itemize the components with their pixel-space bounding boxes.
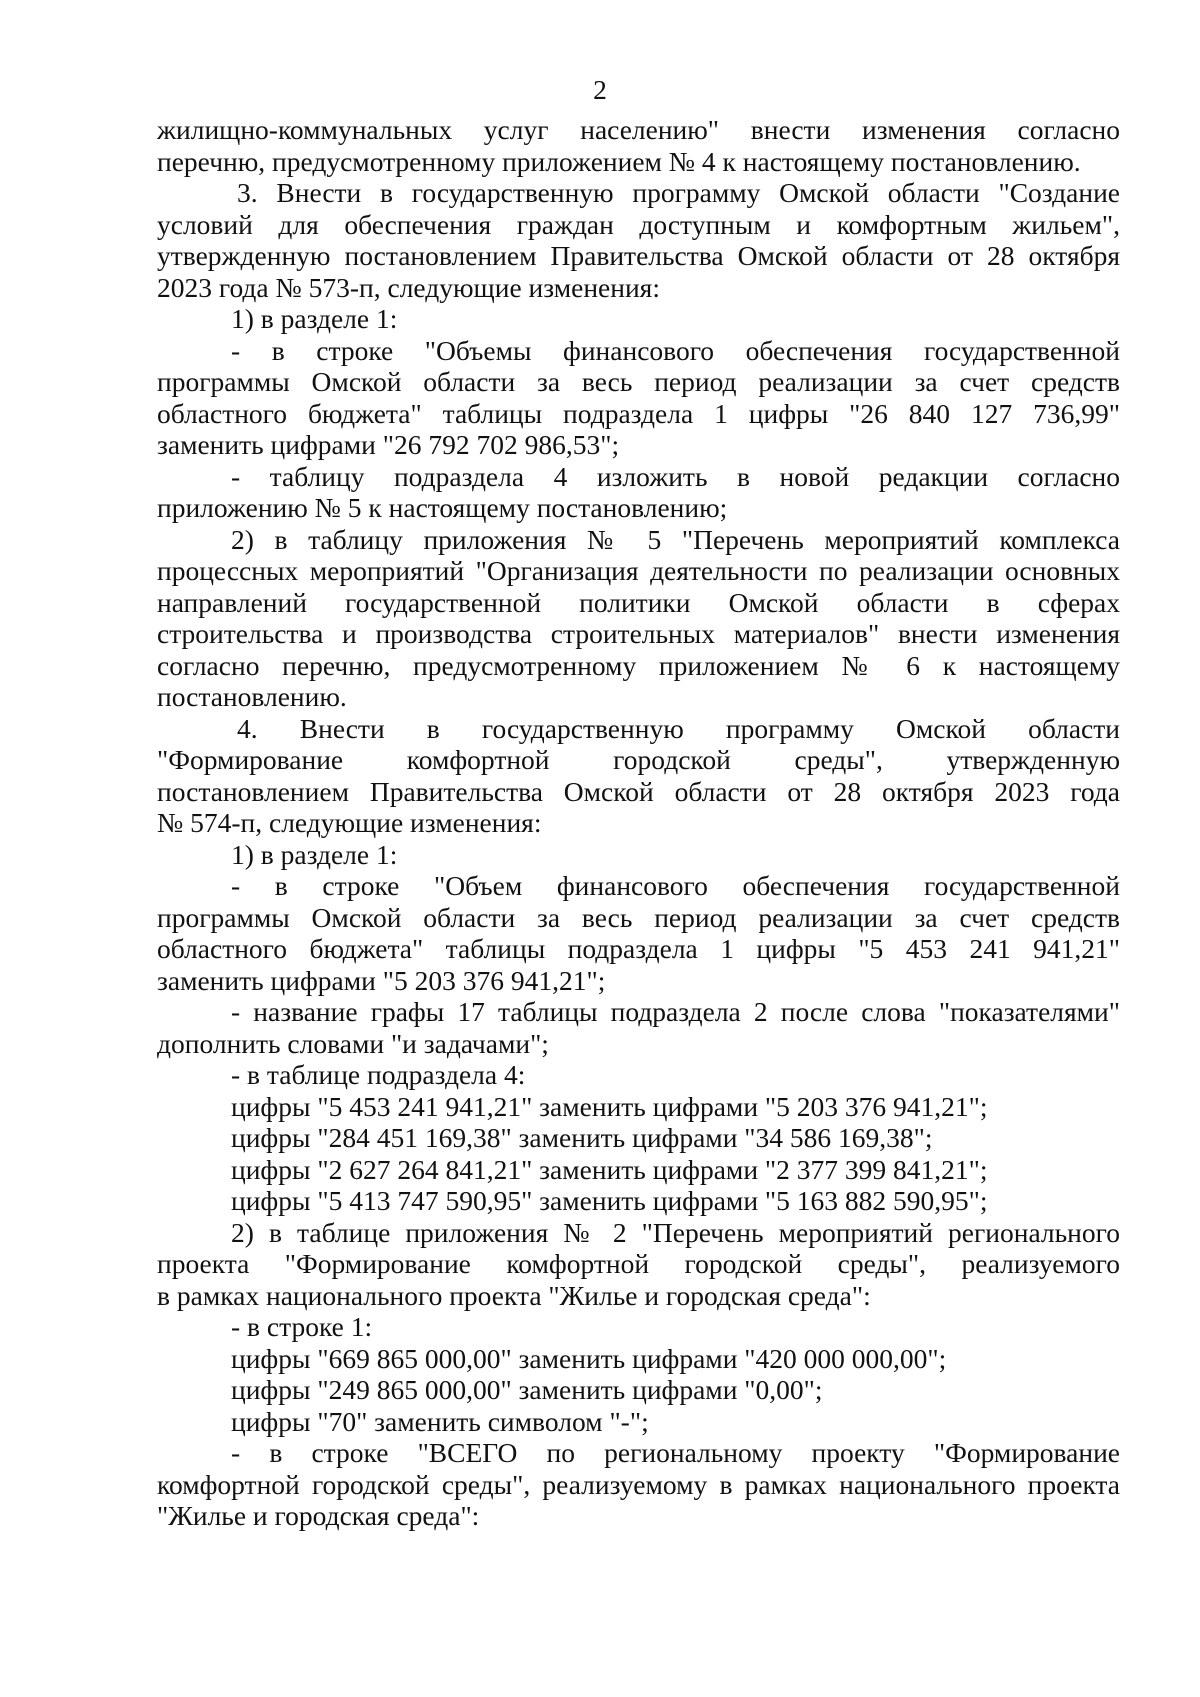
text-line: 2) в таблице приложения № 2 "Перечень мероприятий регионального (231, 1216, 1120, 1248)
text-line: перечню, предусмотренному приложением № 4 к настоящему постановлению. (157, 145, 1081, 177)
text-line: - название графы 17 таблицы подраздела 2 после слова "показателями" (231, 996, 1120, 1027)
document-body (157, 114, 1120, 1532)
page-number: 2 (593, 74, 607, 105)
text-line: цифры "669 865 000,00" заменить цифрами "420 000 000,00"; (231, 1342, 947, 1374)
text-line: процессных мероприятий "Организация деятельности по реализации основных (157, 555, 1120, 586)
text-line: постановлением Правительства Омской области от 28 октября 2023 года (157, 775, 1120, 807)
text-line: "Жилье и городская среда": (157, 1500, 480, 1531)
text-line: приложению № 5 к настоящему постановлению; (157, 492, 728, 523)
text-line: цифры "5 453 241 941,21" заменить цифрами "5 203 376 941,21"; (231, 1090, 988, 1122)
text-line: - в строке "ВСЕГО по региональному проекту "Формирование (231, 1437, 1120, 1468)
text-line: заменить цифрами "5 203 376 941,21"; (157, 964, 606, 996)
text-line: 4. Внести в государственную программу Омской области (237, 712, 1120, 744)
text-line: цифры "70" заменить символом "-"; (231, 1405, 649, 1437)
text-line: условий для обеспечения граждан доступным и комфортным жильем", (157, 208, 1120, 240)
text-line: цифры "284 451 169,38" заменить цифрами "34 586 169,38"; (231, 1122, 933, 1153)
text-line: - в строке "Объемы финансового обеспечения государственной (231, 334, 1120, 366)
text-line: строительства и производства строительных материалов" внести изменения (157, 618, 1120, 649)
text-line: - таблицу подраздела 4 изложить в новой редакции согласно (231, 460, 1120, 492)
text-line: цифры "249 865 000,00" заменить цифрами "0,00"; (231, 1374, 823, 1405)
text-line: областного бюджета" таблицы подраздела 1 цифры "26 840 127 736,99" (157, 397, 1120, 429)
text-line: - в строке "Объем финансового обеспечения государственной (231, 870, 1120, 901)
text-line: - в таблице подраздела 4: (231, 1059, 526, 1090)
text-line: проекта "Формирование комфортной городской среды", реализуемого (157, 1248, 1120, 1279)
text-line: жилищно-коммунальных услуг населению" внести изменения согласно (157, 114, 1120, 145)
text-line: программы Омской области за весь период реализации за счет средств (157, 901, 1120, 933)
text-line: цифры "5 413 747 590,95" заменить цифрами "5 163 882 590,95"; (231, 1185, 988, 1216)
text-line: 2) в таблицу приложения № 5 "Перечень мероприятий комплекса (231, 523, 1120, 555)
text-line: 3. Внести в государственную программу Омской области "Создание (237, 177, 1120, 208)
text-line: "Формирование комфортной городской среды", утвержденную (157, 744, 1120, 775)
text-line: цифры "2 627 264 841,21" заменить цифрами "2 377 399 841,21"; (231, 1153, 988, 1185)
text-line: 1) в разделе 1: (231, 303, 398, 334)
text-line: дополнить словами "и задачами"; (157, 1027, 549, 1059)
text-line: согласно перечню, предусмотренному приложением № 6 к настоящему (157, 649, 1120, 681)
text-line: - в строке 1: (231, 1311, 373, 1342)
text-line: постановлению. (157, 681, 347, 712)
text-line: комфортной городской среды", реализуемому в рамках национального проекта (157, 1468, 1120, 1500)
text-line: областного бюджета" таблицы подраздела 1 цифры "5 453 241 941,21" (157, 933, 1120, 964)
text-line: № 574-п, следующие изменения: (157, 807, 542, 838)
text-line: программы Омской области за весь период реализации за счет средств (157, 366, 1120, 397)
text-line: заменить цифрами "26 792 702 986,53"; (157, 429, 620, 460)
text-line: 2023 года № 573-п, следующие изменения: (157, 271, 660, 303)
text-line: 1) в разделе 1: (231, 838, 398, 870)
text-line: утвержденную постановлением Правительства Омской области от 28 октября (157, 240, 1120, 271)
text-line: направлений государственной политики Омской области в сферах (157, 586, 1120, 618)
text-line: в рамках национального проекта "Жилье и городская среда": (157, 1279, 871, 1311)
